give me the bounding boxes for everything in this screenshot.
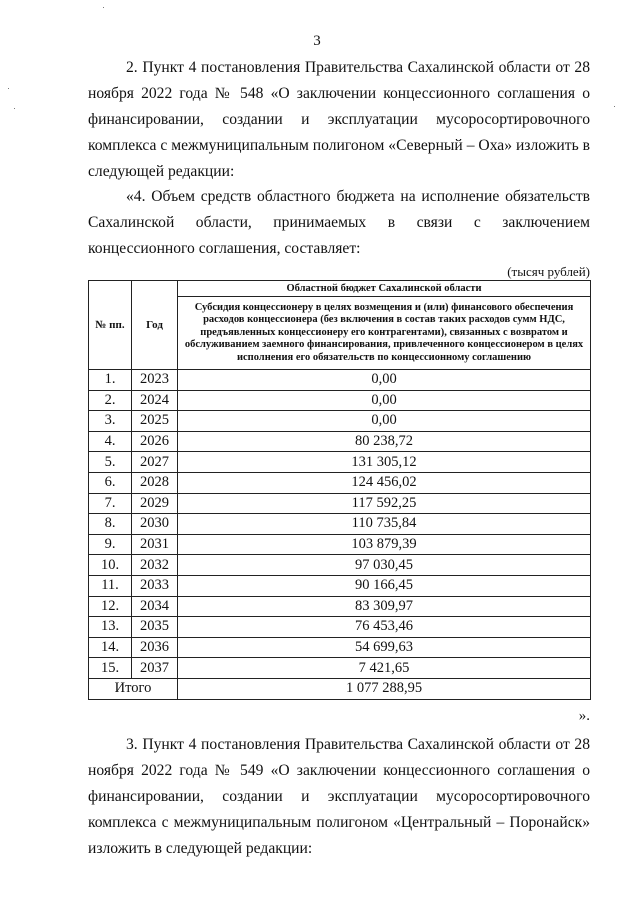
row-value: 0,00 bbox=[178, 411, 591, 432]
row-value: 103 879,39 bbox=[178, 534, 591, 555]
row-num: 15. bbox=[89, 658, 132, 679]
row-num: 8. bbox=[89, 514, 132, 535]
total-row bbox=[89, 678, 591, 699]
row-value: 131 305,12 bbox=[178, 452, 591, 473]
table-row bbox=[89, 431, 591, 452]
row-year: 2029 bbox=[132, 493, 178, 514]
scan-speck bbox=[103, 7, 104, 8]
row-year: 2037 bbox=[132, 658, 178, 679]
row-num: 3. bbox=[89, 411, 132, 432]
row-num: 5. bbox=[89, 452, 132, 473]
budget-table bbox=[88, 280, 591, 700]
row-year: 2034 bbox=[132, 596, 178, 617]
row-num: 1. bbox=[89, 370, 132, 391]
units-label: (тысяч рублей) bbox=[507, 264, 590, 279]
row-year: 2031 bbox=[132, 534, 178, 555]
row-value: 80 238,72 bbox=[178, 431, 591, 452]
row-value: 97 030,45 bbox=[178, 555, 591, 576]
row-value: 7 421,65 bbox=[178, 658, 591, 679]
row-num: 2. bbox=[89, 390, 132, 411]
table-row bbox=[89, 370, 591, 391]
row-num: 4. bbox=[89, 431, 132, 452]
paragraph-2-text: 2. Пункт 4 постановления Правительства Сахалинской области от 28 ноября 2022 года № 548 «О заключении концессионного соглашения о финансировании, создании и эксплуатации мусоросортировочного комплекса с межмуниципальным полигоном «Северный – Оха» изложить в следующей редакции: bbox=[88, 59, 590, 180]
row-value: 90 166,45 bbox=[178, 575, 591, 596]
table-body bbox=[89, 370, 591, 679]
row-year: 2027 bbox=[132, 452, 178, 473]
row-value: 0,00 bbox=[178, 390, 591, 411]
scan-speck bbox=[614, 106, 615, 107]
row-year: 2032 bbox=[132, 555, 178, 576]
table-row bbox=[89, 617, 591, 638]
row-year: 2026 bbox=[132, 431, 178, 452]
row-num: 13. bbox=[89, 617, 132, 638]
table-row bbox=[89, 637, 591, 658]
row-year: 2030 bbox=[132, 514, 178, 535]
row-value: 76 453,46 bbox=[178, 617, 591, 638]
row-year: 2035 bbox=[132, 617, 178, 638]
paragraph-quote bbox=[88, 184, 590, 262]
col-header-num: № пп. bbox=[89, 281, 132, 370]
total-label: Итого bbox=[89, 678, 178, 699]
table-row bbox=[89, 596, 591, 617]
table-row bbox=[89, 452, 591, 473]
table-row bbox=[89, 493, 591, 514]
scan-speck bbox=[8, 88, 9, 89]
row-year: 2025 bbox=[132, 411, 178, 432]
row-num: 11. bbox=[89, 575, 132, 596]
row-num: 9. bbox=[89, 534, 132, 555]
paragraph-3 bbox=[88, 732, 590, 862]
col-header-group: Областной бюджет Сахалинской области bbox=[178, 281, 591, 297]
paragraph-2 bbox=[88, 55, 590, 185]
page-number: 3 bbox=[313, 33, 321, 49]
table-row bbox=[89, 390, 591, 411]
row-year: 2024 bbox=[132, 390, 178, 411]
row-num: 14. bbox=[89, 637, 132, 658]
row-year: 2023 bbox=[132, 370, 178, 391]
paragraph-quote-text: «4. Объем средств областного бюджета на исполнение обязательств Сахалинской области, принимаемых в связи с заключением концессионного соглашения, составляет: bbox=[88, 188, 590, 257]
closing-quote: ». bbox=[578, 708, 590, 724]
row-year: 2036 bbox=[132, 637, 178, 658]
row-num: 7. bbox=[89, 493, 132, 514]
col-header-subsidy: Субсидия концессионеру в целях возмещения и (или) финансового обеспечения расходов концессионера (без включения в состав таких расходов сумм НДС, предъявленных концессионеру его контрагентами), связанных с возвратом и обслуживанием заемного финансирования, привлеченного концессионером в целях исполнения его обязательств по концессионному соглашению bbox=[178, 297, 591, 370]
row-value: 54 699,63 bbox=[178, 637, 591, 658]
row-value: 124 456,02 bbox=[178, 472, 591, 493]
table-row bbox=[89, 472, 591, 493]
row-num: 12. bbox=[89, 596, 132, 617]
table-row bbox=[89, 534, 591, 555]
row-year: 2033 bbox=[132, 575, 178, 596]
row-value: 0,00 bbox=[178, 370, 591, 391]
row-year: 2028 bbox=[132, 472, 178, 493]
row-num: 6. bbox=[89, 472, 132, 493]
table-row bbox=[89, 514, 591, 535]
total-value: 1 077 288,95 bbox=[178, 678, 591, 699]
table-row bbox=[89, 575, 591, 596]
table-row bbox=[89, 555, 591, 576]
row-value: 83 309,97 bbox=[178, 596, 591, 617]
scan-speck bbox=[14, 108, 15, 109]
row-num: 10. bbox=[89, 555, 132, 576]
table-row bbox=[89, 658, 591, 679]
paragraph-3-text: 3. Пункт 4 постановления Правительства Сахалинской области от 28 ноября 2022 года № 549 «О заключении концессионного соглашения о финансировании, создании и эксплуатации мусоросортировочного комплекса с межмуниципальным полигоном «Центральный – Поронайск» изложить в следующей редакции: bbox=[88, 736, 590, 857]
table-row bbox=[89, 411, 591, 432]
row-value: 110 735,84 bbox=[178, 514, 591, 535]
row-value: 117 592,25 bbox=[178, 493, 591, 514]
col-header-year: Год bbox=[132, 281, 178, 370]
